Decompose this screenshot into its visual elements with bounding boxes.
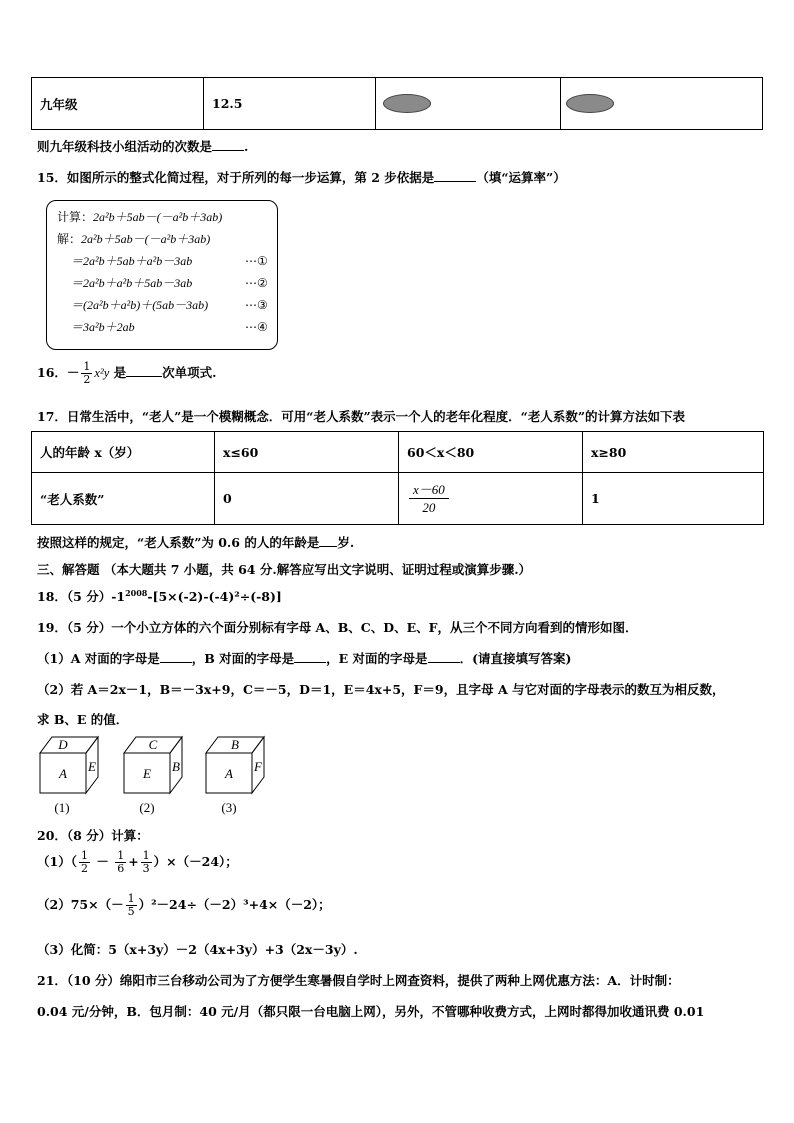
solve-line: 解：2a²b＋5ab－(－a²b＋3ab) [57, 232, 211, 246]
cube-3 [206, 737, 264, 815]
answer-blank[interactable] [434, 169, 476, 182]
cube-face-front: A [225, 766, 233, 781]
fraction: $\frac{1}{3}$ [142, 849, 150, 875]
q18: 18．（5 分）$-1^{2008}-[5\times(-2)-(-4)^2\div(-8)]$ [37, 587, 282, 604]
table-cell-value: 12.5 [204, 78, 376, 130]
q16: 16．－ $\frac{1}{2}$ x²y 是 次单项式. [37, 360, 217, 386]
calc-line: 计算：2a²b＋5ab－(－a²b＋3ab) [57, 210, 223, 224]
table-cell-fraction [399, 473, 583, 525]
fraction: $\frac{1}{2}$ [83, 360, 91, 386]
answer-blank[interactable] [428, 650, 460, 663]
table-header-range: x≤60 [215, 432, 399, 473]
q20-title: 20．（8 分）计算： [37, 828, 149, 843]
fraction: $\frac{1}{5}$ [127, 892, 135, 918]
top-table [31, 77, 763, 130]
elder-coefficient-table [31, 431, 764, 525]
answer-blank[interactable] [294, 650, 326, 663]
q21-line2: 0.04 元/分钟，B．包月制：40 元/月（都只限一台电脑上网），另外，不管哪种收费方式，上网时都得加收通讯费 0.01 [37, 1004, 705, 1019]
table-cell-blob-2 [561, 78, 763, 130]
cube-face-top: D [58, 737, 68, 752]
answer-blank[interactable] [319, 534, 337, 547]
table-header-range: 60＜x＜80 [399, 432, 583, 473]
table-header-age: 人的年龄 x（岁） [32, 432, 215, 473]
q19-line2: （1）A 对面的字母是 ，B 对面的字母是 ，E 对面的字母是 ．(请直接填写答案) [37, 651, 572, 666]
table-cell: 0 [215, 473, 399, 525]
q15-prompt: 15．如图所示的整式化简过程，对于所列的每一步运算，第 2 步依据是 （填“运算率”） [37, 170, 566, 185]
cube-1 [40, 737, 98, 815]
fraction: $\frac{x-60}{20}$ [409, 481, 449, 516]
cube-face-side: F [254, 759, 262, 774]
fraction: $\frac{1}{2}$ [80, 849, 88, 875]
cube-figures [34, 733, 274, 823]
cube-face-top: B [231, 737, 239, 752]
step-line: ＝2a²b＋a²b＋5ab－3ab ⋯② [71, 276, 268, 290]
step-line: ＝(2a²b＋a²b)＋(5ab－3ab) ⋯③ [71, 298, 268, 312]
cube-face-top: C [148, 737, 158, 752]
table-header-range: x≥80 [583, 432, 764, 473]
gray-ellipse-icon [566, 94, 614, 113]
q20-part1: （1）（ $\frac{1}{2}$ － $\frac{1}{6}$ + $\frac{1}{3}$ ）×（－24）； [37, 849, 238, 875]
q19-line1: 19．（5 分）一个小立方体的六个面分别标有字母 A、B、C、D、E、F，从三个不同方向看到的情形如图． [37, 620, 638, 635]
simplification-box [46, 200, 278, 350]
cube-2 [124, 737, 182, 815]
section-heading: 三、解答题 （本大题共 7 小题，共 64 分.解答应写出文字说明、证明过程或演算步骤.） [37, 562, 532, 577]
cube-face-side: E [88, 759, 96, 774]
step-line: ＝2a²b＋5ab＋a²b－3ab ⋯① [71, 254, 268, 268]
cube-caption: (2) [139, 800, 155, 815]
cube-caption: (3) [221, 800, 237, 815]
q17-prompt: 17．日常生活中，“老人”是一个模糊概念．可用“老人系数”表示一个人的老年化程度．“老人系数”的计算方法如下表 [37, 409, 686, 424]
cube-caption: (1) [54, 800, 70, 815]
q20-part3: （3）化简：5（x+3y）－2（4x+3y）+3（2x－3y）. [37, 942, 358, 957]
step-line: ＝3a²b＋2ab ⋯④ [71, 320, 268, 334]
cube-face-front: E [143, 766, 151, 781]
table-cell-grade: 九年级 [32, 78, 204, 130]
gray-ellipse-icon [383, 94, 431, 113]
q17-after: 按照这样的规定，“老人系数”为 0.6 的人的年龄是 岁. [37, 535, 355, 550]
table-cell-blob-1 [376, 78, 561, 130]
q20-part2: （2）75×（－ $\frac{1}{5}$ ）²－24÷（－2）³+4×（－2）； [37, 892, 331, 918]
q21-line1: 21．（10 分）绵阳市三台移动公司为了方便学生寒暑假自学时上网查资料，提供了两种上网优惠方法：A．计时制： [37, 973, 680, 988]
cube-face-side: B [172, 759, 180, 774]
answer-blank[interactable] [212, 138, 244, 151]
fraction: $\frac{1}{6}$ [117, 849, 125, 875]
cube-face-front: A [59, 766, 67, 781]
answer-blank[interactable] [160, 650, 192, 663]
table-row-label: “老人系数” [32, 473, 215, 525]
answer-blank[interactable] [126, 364, 162, 377]
q19-line3: （2）若 A＝2x－1，B＝－3x+9，C＝－5，D＝1，E＝4x+5，F＝9，且字母 A 与它对面的字母表示的数互为相反数， [37, 682, 725, 697]
table-cell: 1 [583, 473, 764, 525]
q19-line4: 求 B、E 的值． [37, 712, 129, 727]
q14-tail: 则九年级科技小组活动的次数是 . [37, 139, 249, 154]
